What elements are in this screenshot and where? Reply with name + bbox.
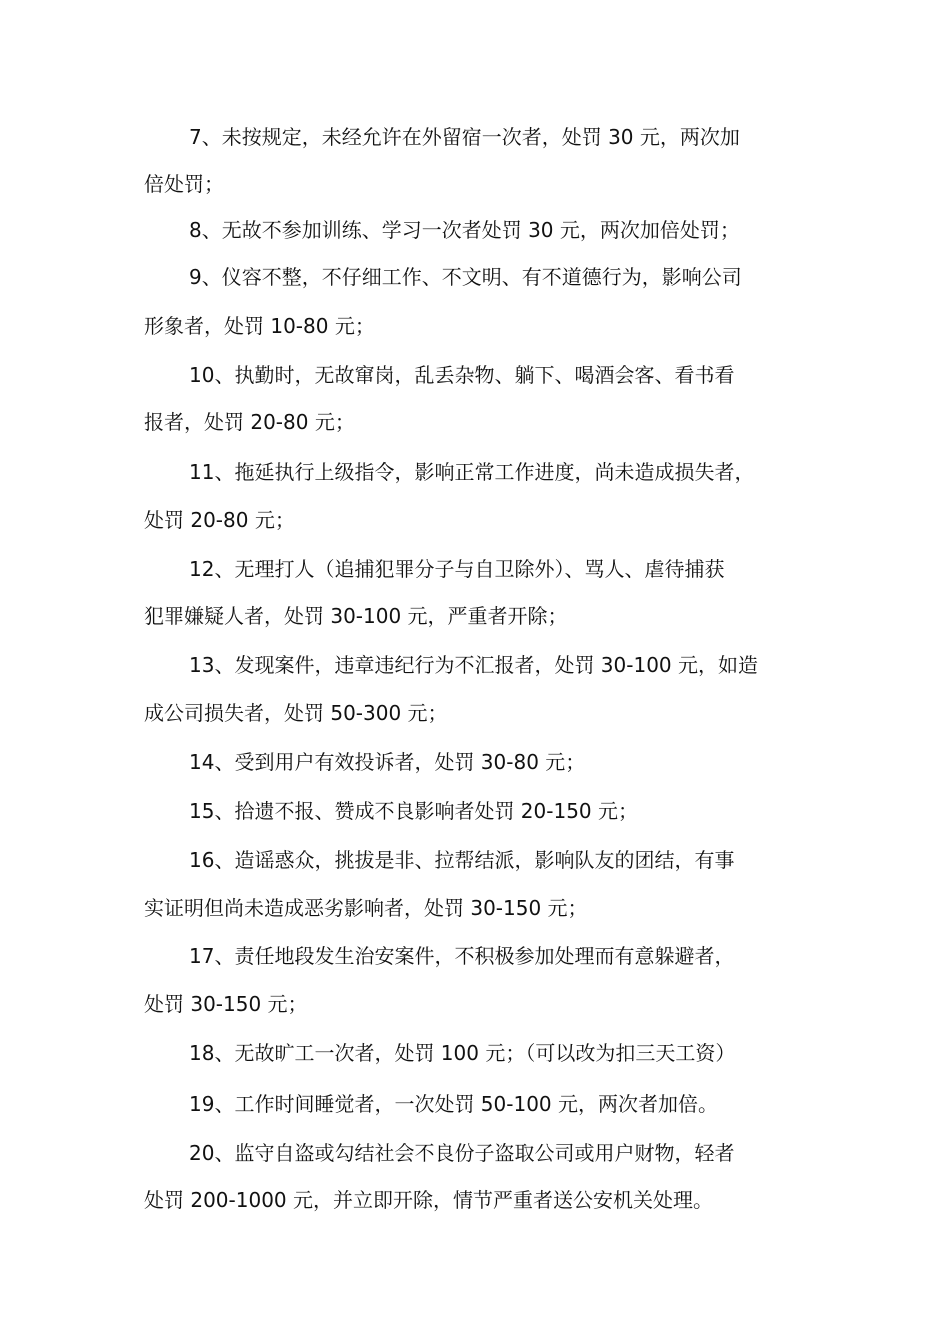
text-line: 20、监守自盗或勾结社会不良份子盗取公司或用户财物，轻者 bbox=[189, 1141, 735, 1165]
text-line: 16、造谣惑众，挑拔是非、拉帮结派，影响队友的团结，有事 bbox=[189, 848, 735, 872]
text-line: 12、无理打人（追捕犯罪分子与自卫除外）、骂人、虐待捕获 bbox=[189, 557, 725, 581]
text-line: 处罚 200-1000 元，并立即开除，情节严重者送公安机关处理。 bbox=[144, 1188, 714, 1212]
text-line: 成公司损失者，处罚 50-300 元； bbox=[144, 701, 448, 725]
text-line: 倍处罚； bbox=[144, 172, 224, 196]
text-line: 犯罪嫌疑人者，处罚 30-100 元，严重者开除； bbox=[144, 604, 568, 628]
text-line: 19、工作时间睡觉者，一次处罚 50-100 元，两次者加倍。 bbox=[189, 1092, 719, 1116]
text-line: 7、未按规定，未经允许在外留宿一次者，处罚 30 元，两次加 bbox=[189, 125, 740, 149]
text-line: 报者，处罚 20-80 元； bbox=[144, 410, 355, 434]
text-line: 实证明但尚未造成恶劣影响者，处罚 30-150 元； bbox=[144, 896, 588, 920]
text-line: 13、发现案件，违章违纪行为不汇报者，处罚 30-100 元，如造 bbox=[189, 653, 759, 677]
text-line: 17、责任地段发生治安案件，不积极参加处理而有意躲避者， bbox=[189, 944, 735, 968]
text-line: 18、无故旷工一次者，处罚 100 元；（可以改为扣三天工资） bbox=[189, 1041, 736, 1065]
text-line: 8、无故不参加训练、学习一次者处罚 30 元，两次加倍处罚； bbox=[189, 218, 740, 242]
text-line: 15、拾遗不报、赞成不良影响者处罚 20-150 元； bbox=[189, 799, 639, 823]
text-line: 处罚 30-150 元； bbox=[144, 992, 308, 1016]
text-line: 9、仪容不整，不仔细工作、不文明、有不道德行为，影响公司 bbox=[189, 265, 742, 289]
text-line: 形象者，处罚 10-80 元； bbox=[144, 314, 375, 338]
text-line: 11、拖延执行上级指令，影响正常工作进度，尚未造成损失者， bbox=[189, 460, 755, 484]
text-line: 处罚 20-80 元； bbox=[144, 508, 295, 532]
text-line: 14、受到用户有效投诉者，处罚 30-80 元； bbox=[189, 750, 586, 774]
text-line: 10、执勤时，无故窜岗，乱丢杂物、躺下、喝酒会客、看书看 bbox=[189, 363, 735, 387]
